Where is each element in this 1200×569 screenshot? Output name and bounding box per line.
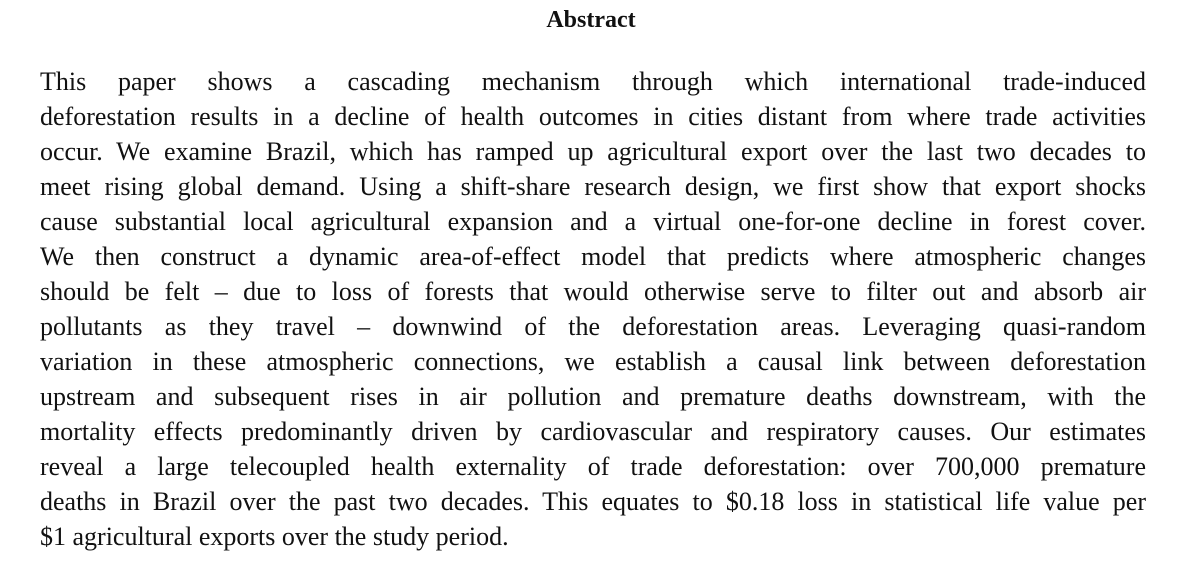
abstract-line: cause substantial local agricultural expansion and a virtual one-for-one decline in forest cover.: [40, 207, 1146, 236]
abstract-line: occur. We examine Brazil, which has ramped up agricultural export over the last two decades to: [40, 137, 1146, 166]
abstract-line: upstream and subsequent rises in air pollution and premature deaths downstream, with the: [40, 382, 1146, 411]
abstract-line: deforestation results in a decline of health outcomes in cities distant from where trade activities: [40, 102, 1146, 131]
abstract-line: This paper shows a cascading mechanism through which international trade-induced: [40, 67, 1146, 96]
abstract-line: mortality effects predominantly driven by cardiovascular and respiratory causes. Our estimates: [40, 417, 1146, 446]
abstract-line: should be felt – due to loss of forests that would otherwise serve to filter out and absorb air: [40, 277, 1146, 306]
abstract-heading: Abstract: [546, 7, 636, 33]
abstract-line: We then construct a dynamic area-of-effect model that predicts where atmospheric changes: [40, 242, 1146, 271]
abstract-line: deaths in Brazil over the past two decades. This equates to $0.18 loss in statistical life value per: [40, 487, 1146, 516]
abstract-line: pollutants as they travel – downwind of the deforestation areas. Leveraging quasi-random: [40, 312, 1146, 341]
abstract-line: $1 agricultural exports over the study period.: [40, 522, 509, 551]
abstract-body: [40, 64, 1146, 554]
abstract-line: meet rising global demand. Using a shift-share research design, we first show that export shocks: [40, 172, 1146, 201]
abstract-line: reveal a large telecoupled health externality of trade deforestation: over 700,000 premature: [40, 452, 1146, 481]
abstract-line: variation in these atmospheric connections, we establish a causal link between deforestation: [40, 347, 1146, 376]
